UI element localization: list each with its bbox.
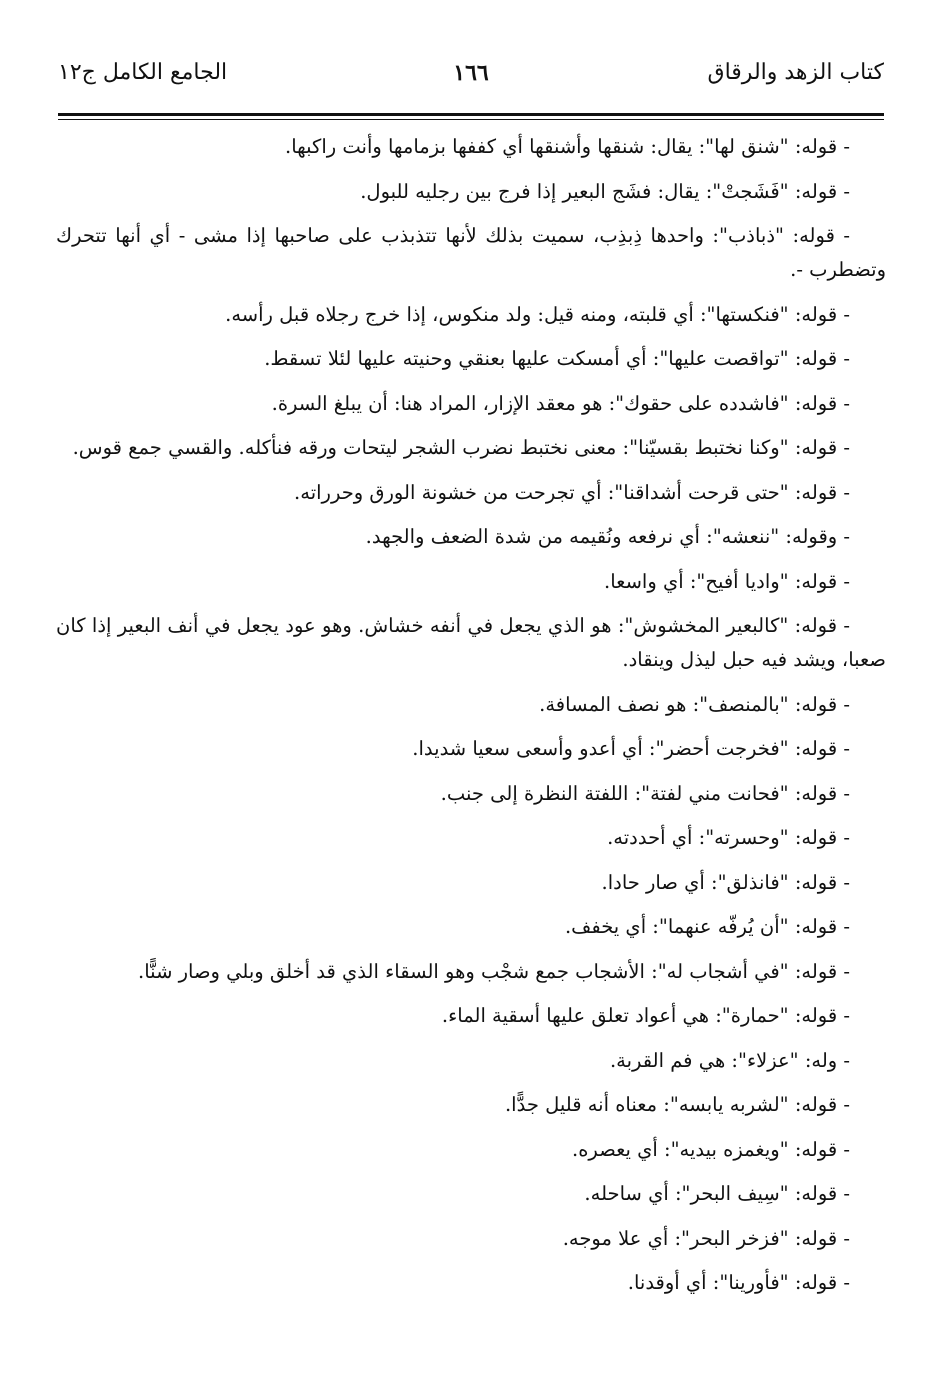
gloss-entry: - قوله: "فخرجت أحضر": أي أعدو وأسعى سعيا شديدا. [412, 737, 850, 760]
gloss-entry: - قوله: "فانذلق": أي صار حادا. [601, 870, 850, 894]
gloss-entry: - قوله: "بالمنصف": هو نصف المسافة. [539, 692, 850, 716]
gloss-entry: - قوله: "حمارة": هي أعواد تعلق عليها أسقية الماء. [441, 1004, 850, 1027]
gloss-entry: - قوله: "في أشجاب له": الأشجاب جمع شجْب وهو السقاء الذي قد أخلق وبلي وصار شنًّا. [138, 959, 850, 983]
gloss-entry: - قوله: "لشربه يابسه": معناه أنه قليل جدًّا. [504, 1093, 850, 1116]
gloss-entry: - قوله: "وحسرته": أي أحددته. [607, 826, 850, 849]
gloss-entry: - قوله: "فأورينا": أي أوقدنا. [627, 1271, 850, 1294]
gloss-entry: - قوله: "ذباذب": واحدها ذِبذِب، سميت بذلك لأنها تتذبذب على صاحبها إذا مشى - أي أنها تتحرك وتضطرب -. [56, 224, 886, 281]
volume-label: الجامع الكامل ج١٢ [58, 60, 228, 85]
gloss-entry: - وله: "عزلاء": هي فم القربة. [609, 1048, 850, 1072]
header-rule-thick [58, 113, 884, 116]
gloss-entry: - قوله: "سِيف البحر": أي ساحله. [584, 1182, 850, 1205]
gloss-entry: - قوله: "فحانت مني لفتة": اللفتة النظرة إلى جنب. [440, 781, 850, 805]
book-title: كتاب الزهد والرقاق [707, 60, 884, 85]
gloss-entry: - قوله: "تواقصت عليها": أي أمسكت عليها بعنقي وحنيته عليها لئلا تسقط. [264, 347, 850, 370]
gloss-entry: - قوله: "فزخر البحر": أي علا موجه. [562, 1226, 850, 1250]
gloss-entry: - قوله: "واديا أفيح": أي واسعا. [604, 569, 850, 593]
gloss-entry: - قوله: "أن يُرفّه عنهما": أي يخفف. [564, 915, 850, 938]
page-header [58, 54, 884, 98]
gloss-entry: - وقوله: "ننعشه": أي نرفعه ونُقيمه من شدة الضعف والجهد. [365, 525, 850, 548]
gloss-entry: - قوله: "شنق لها": يقال: شنقها وأشنقها أي كففها بزمامها وأنت راكبها. [285, 135, 850, 158]
page-body [56, 130, 886, 1355]
gloss-entry: - قوله: "فاشدده على حقوك": هو معقد الإزار، المراد هنا: أن يبلغ السرة. [271, 391, 850, 415]
gloss-entry: - قوله: "وكنا نختبط بقسيّنا": معنى نختبط نضرب الشجر ليتحات ورقه فنأكله. والقسي جمع قوس. [72, 436, 850, 459]
header-rule-thin [58, 119, 884, 120]
gloss-entry: - قوله: "ويغمزه بيديه": أي يعصره. [572, 1137, 850, 1161]
page-number: ١٦٦ [453, 60, 489, 86]
gloss-entry: - قوله: "حتى قرحت أشداقنا": أي تجرحت من خشونة الورق وحرراته. [294, 480, 850, 504]
gloss-entry: - قوله: "فَشَجتْ": يقال: فشَج البعير إذا فرج بين رجليه للبول. [360, 179, 850, 203]
gloss-entry: - قوله: "فنكستها": أي قلبته، ومنه قيل: ولد منكوس، إذا خرج رجلاه قبل رأسه. [225, 302, 850, 326]
gloss-entry: - قوله: "كالبعير المخشوش": هو الذي يجعل في أنفه خشاش. وهو عود يجعل في أنف البعير إذا كان صعبا، ويشد فيه حبل ليذل وينقاد. [56, 614, 886, 671]
